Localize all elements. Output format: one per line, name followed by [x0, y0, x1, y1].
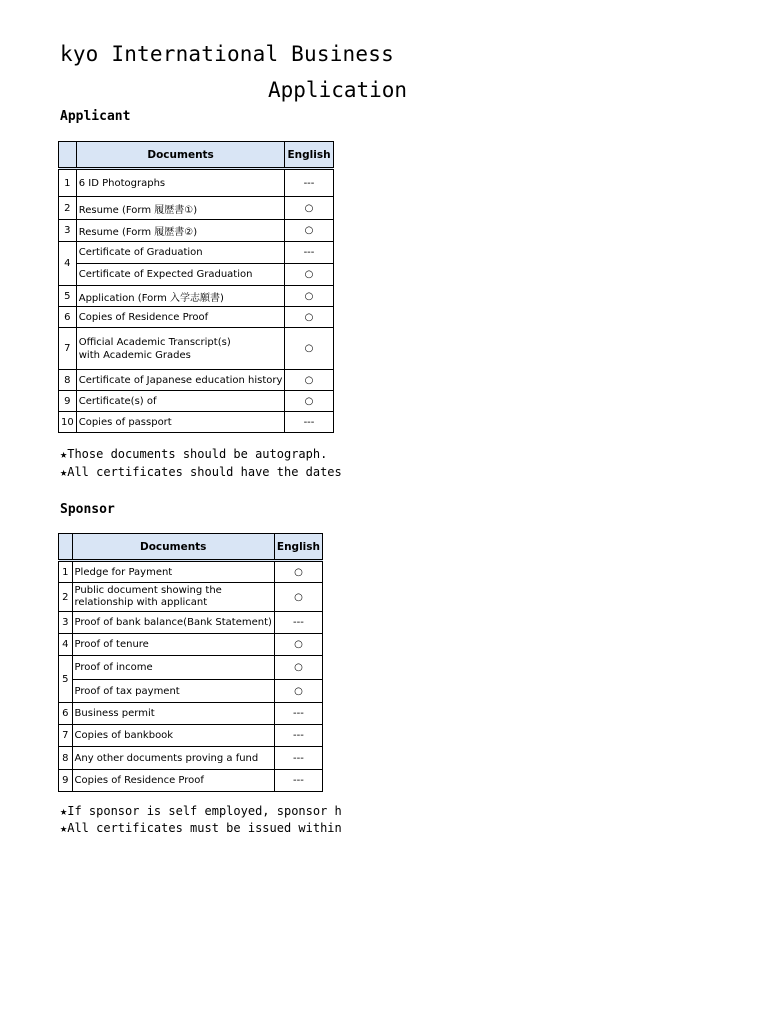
page-subtitle: Application — [268, 78, 408, 102]
row-document: Certificate(s) of — [76, 391, 285, 412]
row-document-line1: Public document showing the — [74, 585, 222, 596]
sponsor-note: ★If sponsor is self employed, sponsor h — [60, 804, 342, 818]
table-row — [59, 680, 323, 703]
row-number: 8 — [59, 747, 73, 770]
row-english-mark: --- — [285, 169, 333, 197]
row-number: 5 — [59, 286, 77, 307]
table-row — [59, 412, 334, 433]
row-number: 4 — [59, 242, 77, 286]
row-english-mark: --- — [285, 242, 333, 264]
row-english-mark: --- — [274, 770, 322, 792]
applicant-heading: Applicant — [60, 109, 131, 124]
row-english-mark: ○ — [285, 370, 333, 391]
table-row — [59, 703, 323, 725]
documents-column-header: Documents — [72, 534, 274, 561]
table-row — [59, 169, 334, 197]
row-number: 6 — [59, 307, 77, 328]
row-english-mark: ○ — [285, 328, 333, 370]
row-document: Copies of bankbook — [72, 725, 274, 747]
row-document: Proof of income — [72, 656, 274, 680]
row-number: 8 — [59, 370, 77, 391]
applicant-documents-table — [58, 141, 334, 433]
row-english-mark: ○ — [274, 634, 322, 656]
row-document: Copies of passport — [76, 412, 285, 433]
row-english-mark: --- — [274, 703, 322, 725]
row-english-mark: --- — [285, 412, 333, 433]
table-row — [59, 197, 334, 220]
row-document — [76, 328, 285, 370]
table-row — [59, 634, 323, 656]
row-english-mark: ○ — [285, 264, 333, 286]
row-english-mark: ○ — [274, 680, 322, 703]
table-header-row — [59, 142, 334, 169]
table-row — [59, 328, 334, 370]
row-number: 1 — [59, 561, 73, 583]
row-document: Business permit — [72, 703, 274, 725]
table-row — [59, 583, 323, 612]
applicant-note: ★Those documents should be autograph. — [60, 447, 328, 461]
table-row — [59, 286, 334, 307]
row-document: Copies of Residence Proof — [72, 770, 274, 792]
table-row — [59, 220, 334, 242]
row-document: Certificate of Japanese education history — [76, 370, 285, 391]
table-row — [59, 725, 323, 747]
row-document: Proof of bank balance(Bank Statement) — [72, 612, 274, 634]
row-number: 1 — [59, 169, 77, 197]
row-number: 2 — [59, 583, 73, 612]
table-row — [59, 264, 334, 286]
row-document: Proof of tax payment — [72, 680, 274, 703]
row-english-mark: ○ — [285, 220, 333, 242]
row-document: Pledge for Payment — [72, 561, 274, 583]
row-document: Resume (Form 履歴書①) — [76, 197, 285, 220]
row-number: 3 — [59, 612, 73, 634]
row-document-line2: with Academic Grades — [78, 349, 191, 361]
table-header-row — [59, 534, 323, 561]
row-document-line1: Official Academic Transcript(s) — [78, 336, 231, 348]
table-row — [59, 370, 334, 391]
page-title: kyo International Business — [60, 42, 394, 66]
row-english-mark: --- — [274, 725, 322, 747]
row-document: Certificate of Expected Graduation — [76, 264, 285, 286]
row-number: 4 — [59, 634, 73, 656]
row-english-mark: ○ — [285, 307, 333, 328]
table-row — [59, 561, 323, 583]
row-document: Any other documents proving a fund — [72, 747, 274, 770]
row-number: 3 — [59, 220, 77, 242]
table-row — [59, 612, 323, 634]
row-number: 9 — [59, 391, 77, 412]
row-english-mark: ○ — [285, 391, 333, 412]
english-column-header: English — [285, 142, 333, 169]
row-number: 7 — [59, 328, 77, 370]
row-english-mark: ○ — [285, 286, 333, 307]
table-row — [59, 747, 323, 770]
row-document: Application (Form 入学志願書) — [76, 286, 285, 307]
row-document: 6 ID Photographs — [76, 169, 285, 197]
row-number: 9 — [59, 770, 73, 792]
sponsor-note: ★All certificates must be issued within — [60, 821, 342, 835]
table-row — [59, 770, 323, 792]
row-english-mark: --- — [274, 612, 322, 634]
row-english-mark: --- — [274, 747, 322, 770]
english-column-header: English — [274, 534, 322, 561]
row-english-mark: ○ — [274, 656, 322, 680]
row-number: 5 — [59, 656, 73, 703]
sponsor-heading: Sponsor — [60, 502, 115, 517]
number-column-header — [59, 142, 77, 169]
row-document-line2: relationship with applicant — [74, 597, 208, 608]
row-document: Resume (Form 履歴書②) — [76, 220, 285, 242]
applicant-note: ★All certificates should have the dates — [60, 465, 342, 479]
table-row — [59, 656, 323, 680]
row-english-mark: ○ — [274, 583, 322, 612]
row-number: 7 — [59, 725, 73, 747]
documents-column-header: Documents — [76, 142, 285, 169]
row-number: 6 — [59, 703, 73, 725]
table-row — [59, 307, 334, 328]
row-number: 2 — [59, 197, 77, 220]
row-english-mark: ○ — [274, 561, 322, 583]
row-english-mark: ○ — [285, 197, 333, 220]
table-row — [59, 391, 334, 412]
row-document: Proof of tenure — [72, 634, 274, 656]
row-document — [72, 583, 274, 612]
row-document: Copies of Residence Proof — [76, 307, 285, 328]
table-row — [59, 242, 334, 264]
sponsor-documents-table — [58, 533, 323, 792]
row-number: 10 — [59, 412, 77, 433]
row-document: Certificate of Graduation — [76, 242, 285, 264]
number-column-header — [59, 534, 73, 561]
